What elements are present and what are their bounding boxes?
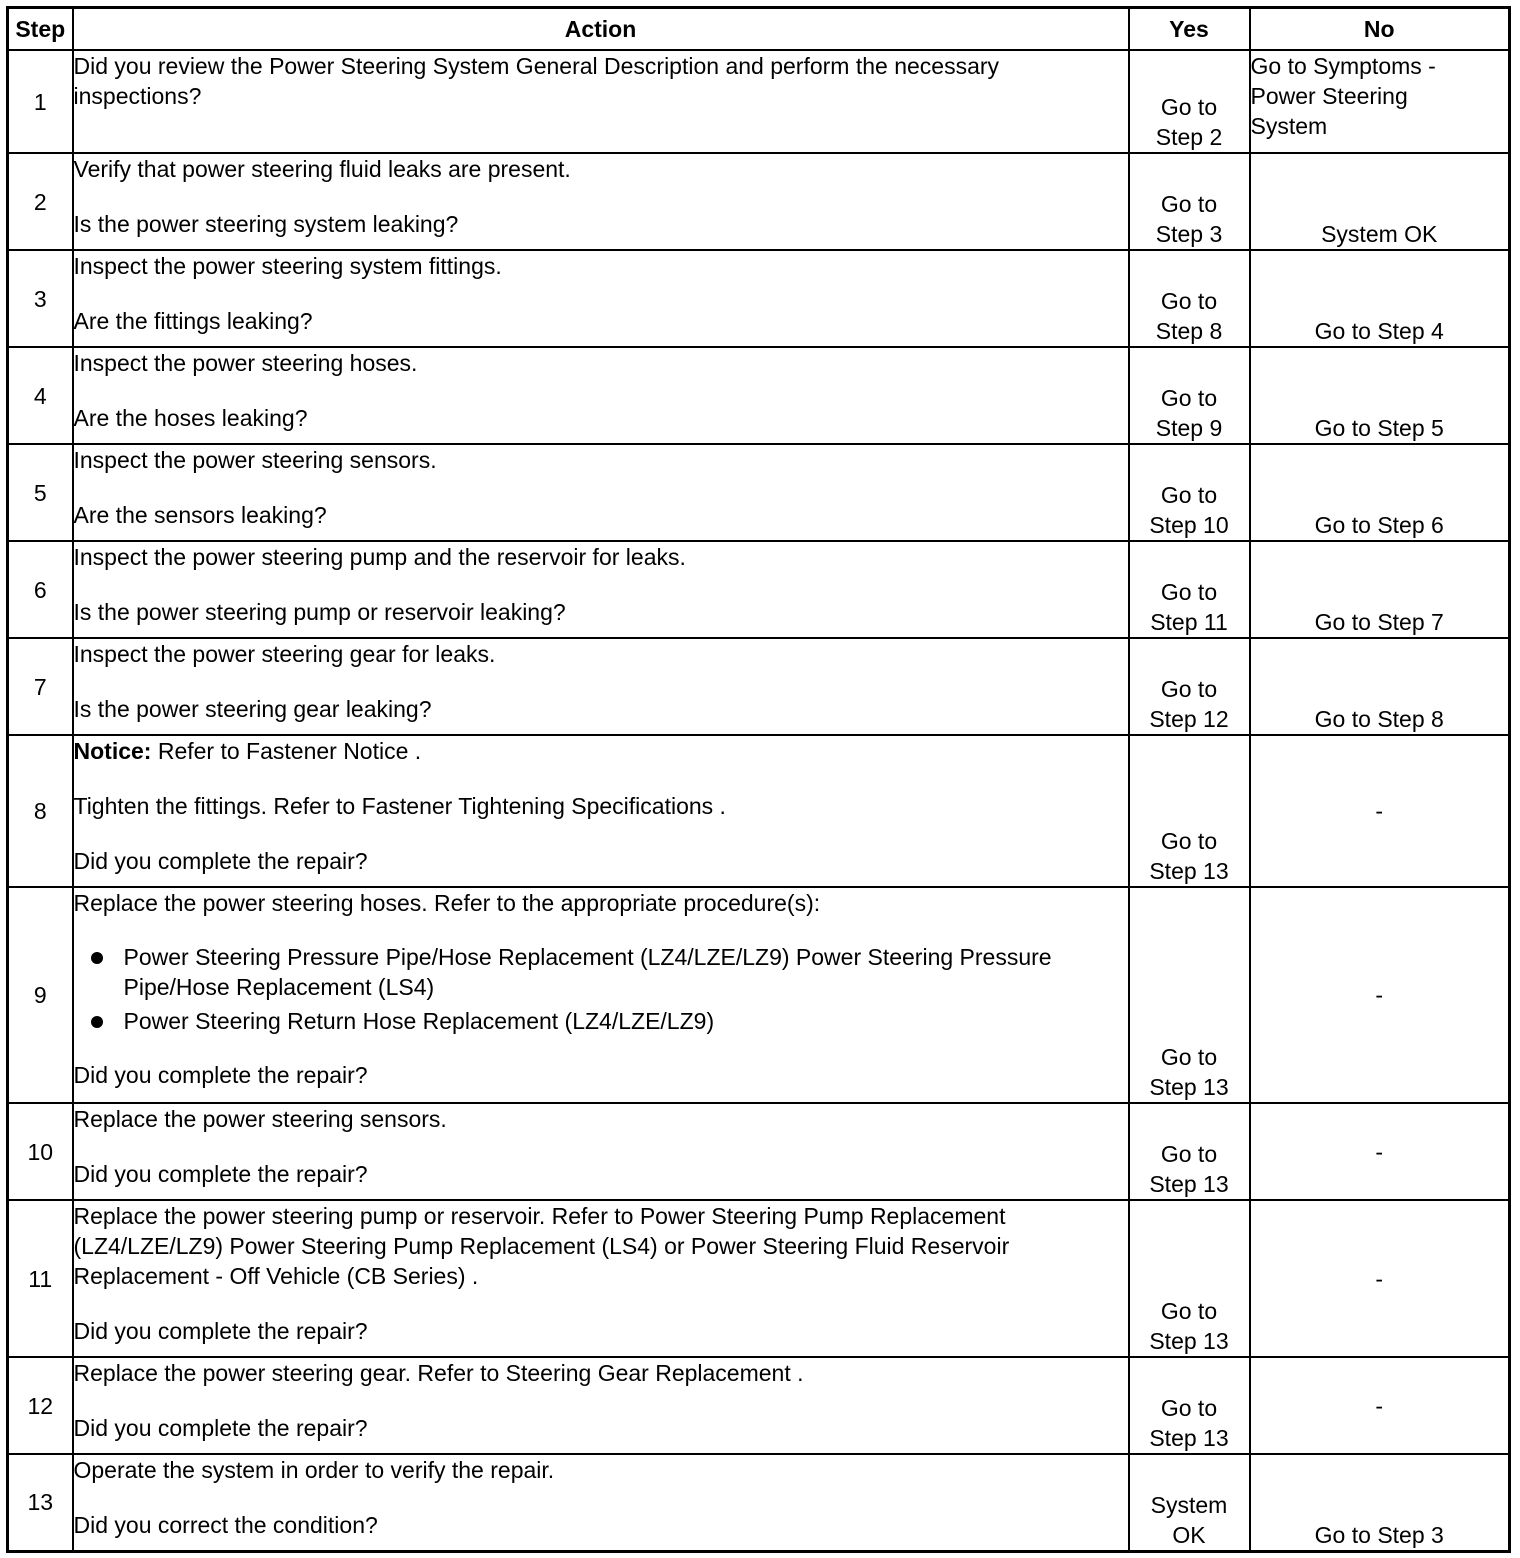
no-cell: [1250, 50, 1510, 153]
notice-body: Refer to Fastener Notice .: [151, 738, 422, 764]
action-cell: [73, 250, 1129, 347]
action-text: Inspect the power steering hoses.: [73, 350, 418, 376]
action-cell: [73, 541, 1129, 638]
no-text: Power Steering: [1250, 83, 1408, 109]
table-row: [8, 735, 1510, 887]
yes-cell: [1129, 250, 1250, 347]
yes-text: Step 9: [1155, 415, 1223, 441]
yes-cell: [1129, 638, 1250, 735]
action-cell: [73, 1200, 1129, 1357]
yes-cell: [1129, 347, 1250, 444]
yes-text: Step 13: [1149, 1171, 1229, 1197]
yes-cell: [1129, 735, 1250, 887]
no-text: Go to Step 7: [1314, 609, 1444, 635]
no-cell: [1250, 347, 1510, 444]
procedure-item: [74, 1006, 1128, 1036]
step-number: 10: [8, 1103, 73, 1200]
yes-text: Go to: [1160, 1044, 1218, 1070]
action-question: Are the sensors leaking?: [73, 502, 327, 528]
action-cell: [73, 1454, 1129, 1551]
yes-cell: [1129, 50, 1250, 153]
action-text: Operate the system in order to verify the repair.: [73, 1457, 555, 1483]
yes-text: Go to: [1160, 828, 1218, 854]
procedure-list: [74, 942, 1128, 1036]
yes-text: Go to: [1160, 191, 1218, 217]
action-question: Did you complete the repair?: [73, 1415, 368, 1441]
action-cell: [73, 887, 1129, 1103]
yes-text: Step 10: [1149, 512, 1229, 538]
action-text: Replace the power steering gear. Refer to Steering Gear Replacement .: [73, 1360, 804, 1386]
yes-text: Step 11: [1150, 609, 1228, 635]
no-cell: [1250, 541, 1510, 638]
step-number: 13: [8, 1454, 73, 1551]
action-cell: [73, 50, 1129, 153]
table-row: [8, 50, 1510, 153]
no-cell: [1250, 638, 1510, 735]
yes-text: OK: [1172, 1521, 1206, 1548]
action-text: Tighten the fittings. Refer to Fastener Tightening Specifications .: [73, 793, 726, 819]
no-text: Go to Step 3: [1314, 1521, 1444, 1548]
action-question: Is the power steering system leaking?: [73, 211, 459, 237]
procedure-link-text: Power Steering Pressure Pipe/Hose Replacement (LZ4/LZE/LZ9) Power Steering Pressure Pipe/Hose Replacement (LS4): [123, 944, 1052, 1000]
yes-text: Go to: [1160, 676, 1218, 702]
action-cell: [73, 444, 1129, 541]
yes-text: Step 2: [1155, 124, 1223, 150]
header-no: No: [1250, 8, 1510, 51]
no-cell: [1250, 153, 1510, 250]
step-number: 11: [8, 1200, 73, 1357]
action-question: Did you complete the repair?: [73, 1318, 368, 1344]
no-text: Go to Step 4: [1314, 318, 1444, 344]
bullet-icon: [91, 952, 103, 964]
action-question: Is the power steering pump or reservoir leaking?: [73, 599, 566, 625]
yes-text: Go to: [1160, 482, 1218, 508]
yes-text: Step 12: [1149, 706, 1229, 732]
table-row: [8, 1357, 1510, 1454]
action-text: Replace the power steering pump or reservoir. Refer to Power Steering Pump Replacement (LZ4/LZE/LZ9) Power Steering Pump Replacement (LS4) or Power Steering Fluid Reservoir Replacement - Off Vehicle (CB Series) .: [73, 1203, 1010, 1289]
notice-label: Notice:: [73, 738, 152, 764]
notice-text: [74, 736, 1128, 766]
action-text: Inspect the power steering pump and the reservoir for leaks.: [73, 544, 686, 570]
yes-text: Go to: [1160, 1141, 1218, 1167]
procedure-item: [74, 942, 1128, 1002]
action-text: Replace the power steering sensors.: [73, 1106, 447, 1132]
yes-text: Go to: [1160, 579, 1218, 605]
no-text: -: [1375, 1392, 1384, 1419]
bullet-icon: [91, 1016, 103, 1028]
no-cell: [1250, 1357, 1510, 1454]
action-text: Replace the power steering hoses. Refer to the appropriate procedure(s):: [73, 890, 821, 916]
no-cell: [1250, 250, 1510, 347]
yes-cell: [1129, 1357, 1250, 1454]
action-text: Inspect the power steering sensors.: [73, 447, 437, 473]
no-cell: [1250, 735, 1510, 887]
table-row: [8, 250, 1510, 347]
yes-text: Step 13: [1149, 858, 1229, 884]
table-row: [8, 1103, 1510, 1200]
action-cell: [73, 1103, 1129, 1200]
yes-cell: [1129, 444, 1250, 541]
no-text: -: [1375, 1138, 1384, 1165]
yes-cell: [1129, 541, 1250, 638]
yes-text: Go to: [1160, 1395, 1218, 1421]
table-row: [8, 153, 1510, 250]
header-step: Step: [8, 8, 73, 51]
action-cell: [73, 153, 1129, 250]
step-number: 3: [8, 250, 73, 347]
yes-text: Step 13: [1149, 1425, 1229, 1451]
table-row: [8, 887, 1510, 1103]
step-number: 8: [8, 735, 73, 887]
action-text: Inspect the power steering system fittings.: [73, 253, 502, 279]
no-cell: [1250, 1454, 1510, 1551]
action-question: Did you complete the repair?: [73, 848, 368, 874]
procedure-link-text: Power Steering Return Hose Replacement (LZ4/LZE/LZ9): [123, 1008, 715, 1034]
yes-text: Step 3: [1155, 221, 1223, 247]
step-number: 6: [8, 541, 73, 638]
yes-cell: [1129, 887, 1250, 1103]
action-question: Did you complete the repair?: [73, 1161, 368, 1187]
no-cell: [1250, 887, 1510, 1103]
no-text: System: [1250, 113, 1328, 139]
header-action: Action: [73, 8, 1129, 51]
action-question: Are the fittings leaking?: [73, 308, 313, 334]
action-question: Did you complete the repair?: [73, 1062, 368, 1088]
header-row: [8, 8, 1510, 51]
yes-text: Step 13: [1149, 1328, 1229, 1354]
yes-cell: [1129, 1454, 1250, 1551]
table-row: [8, 347, 1510, 444]
action-text: Verify that power steering fluid leaks are present.: [73, 156, 571, 182]
yes-text: Go to: [1160, 1298, 1218, 1324]
action-cell: [73, 735, 1129, 887]
step-number: 4: [8, 347, 73, 444]
step-number: 2: [8, 153, 73, 250]
table-row: [8, 444, 1510, 541]
table-row: [8, 1200, 1510, 1357]
action-text: Did you review the Power Steering System General Description and perform the necessary inspections?: [73, 53, 1000, 109]
step-number: 5: [8, 444, 73, 541]
yes-cell: [1129, 1200, 1250, 1357]
no-text: Go to Step 8: [1314, 706, 1444, 732]
step-number: 7: [8, 638, 73, 735]
no-cell: [1250, 1103, 1510, 1200]
no-cell: [1250, 1200, 1510, 1357]
step-number: 1: [8, 50, 73, 153]
action-question: Did you correct the condition?: [73, 1512, 378, 1538]
table-row: [8, 541, 1510, 638]
step-number: 12: [8, 1357, 73, 1454]
yes-text: Step 8: [1155, 318, 1223, 344]
action-question: Are the hoses leaking?: [73, 405, 308, 431]
table-row: [8, 1454, 1510, 1551]
no-text: Go to Step 5: [1314, 415, 1444, 441]
step-number: 9: [8, 887, 73, 1103]
yes-text: Go to: [1160, 288, 1218, 314]
no-text: -: [1375, 798, 1384, 824]
no-cell: [1250, 444, 1510, 541]
no-text: -: [1375, 982, 1384, 1008]
yes-text: Go to: [1160, 94, 1218, 120]
action-question: Is the power steering gear leaking?: [73, 696, 432, 722]
table-row: [8, 638, 1510, 735]
yes-text: System: [1150, 1491, 1228, 1518]
yes-cell: [1129, 153, 1250, 250]
header-yes: Yes: [1129, 8, 1250, 51]
action-cell: [73, 347, 1129, 444]
no-text: Go to Symptoms -: [1250, 53, 1436, 79]
action-cell: [73, 638, 1129, 735]
yes-cell: [1129, 1103, 1250, 1200]
no-text: System OK: [1321, 221, 1438, 247]
no-text: Go to Step 6: [1314, 512, 1444, 538]
diagnostic-table: [6, 6, 1511, 1553]
action-cell: [73, 1357, 1129, 1454]
no-text: -: [1375, 1265, 1384, 1292]
yes-text: Go to: [1160, 385, 1218, 411]
yes-text: Step 13: [1149, 1074, 1229, 1100]
action-text: Inspect the power steering gear for leaks.: [73, 641, 496, 667]
